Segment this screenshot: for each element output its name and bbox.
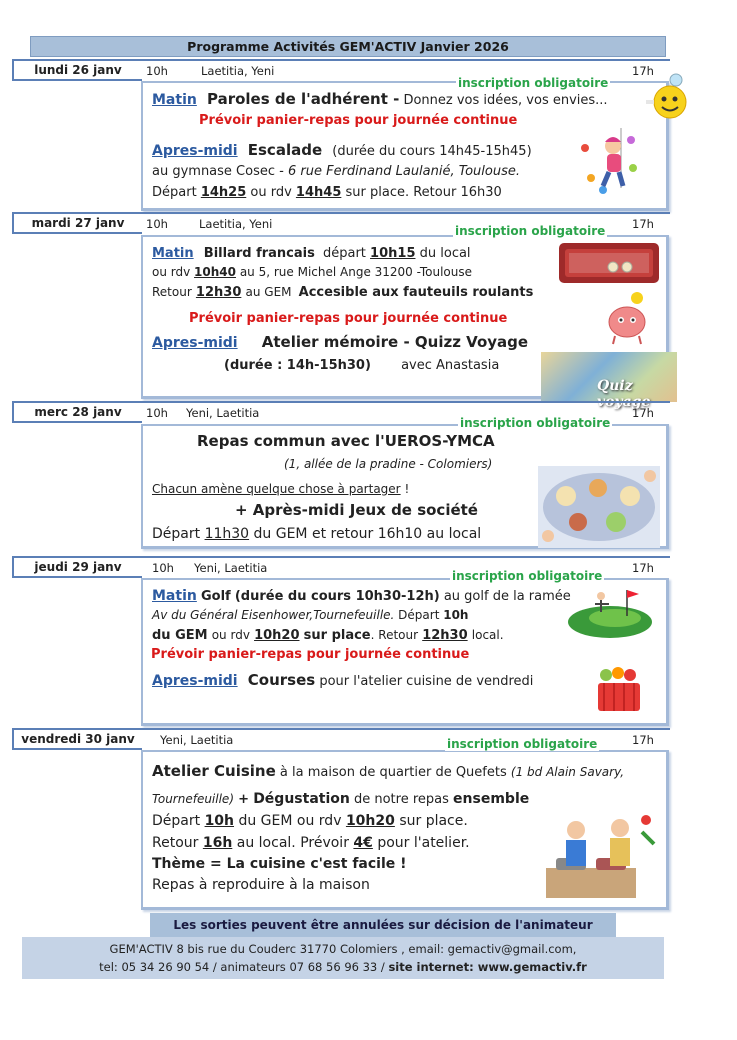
rdv-line: du GEM ou rdv 10h20 sur place. Retour 12h30 local. — [152, 628, 504, 643]
pm-line: Apres-midi Atelier mémoire - Quizz Voyage — [152, 333, 529, 351]
pm-line — [152, 142, 532, 160]
footer — [22, 937, 664, 979]
notice: Prévoir panier-repas pour journée continue — [151, 647, 470, 662]
billiard-icon — [555, 237, 663, 287]
activity-title: Escalade — [247, 141, 323, 159]
day-label: mardi 27 janv — [12, 212, 142, 234]
start-time: 10h — [146, 406, 168, 420]
end-time: 17h — [632, 733, 654, 747]
return-line: Retour 16h au local. Prévoir 4€ pour l'atelier. — [152, 835, 470, 851]
matin-line: Matin Billard francais départ 10h15 du local — [152, 246, 471, 261]
venue-line: au gymnase Cosec - 6 rue Ferdinand Laulanié, Toulouse. — [152, 164, 520, 179]
day-label: jeudi 29 janv — [12, 556, 142, 578]
divider — [12, 59, 670, 61]
quiz-voyage-image — [541, 352, 677, 410]
footer-address: GEM'ACTIV 8 bis rue du Couderc 31770 Colomiers , email: gemactiv@gmail.com, — [109, 942, 577, 956]
divider — [12, 556, 670, 558]
degustation-line: Tournefeuille) + Dégustation de notre repas ensemble — [152, 791, 530, 807]
page-title: Programme Activités GEM'ACTIV Janvier 2026 — [30, 36, 666, 57]
matin-line — [152, 91, 608, 109]
staff: Yeni, Laetitia — [160, 733, 234, 747]
address: (1, allée de la pradine - Colomiers) — [284, 457, 493, 471]
golf-icon — [565, 582, 655, 642]
departure-line: Départ 11h30 du GEM et retour 16h10 au local — [152, 526, 482, 542]
day-label: merc 28 janv — [12, 401, 142, 423]
duration: (durée du cours 14h45-15h45) — [332, 144, 532, 159]
matin-line: Matin Golf (durée du cours 10h30-12h) au golf de la ramée — [152, 588, 571, 604]
activity-title: Paroles de l'adhérent - — [206, 90, 400, 108]
brain-icon — [603, 290, 653, 346]
climbing-icon — [573, 128, 643, 206]
day-label: vendredi 30 janv — [12, 728, 142, 750]
website-link[interactable]: site internet: www.gemactiv.fr — [388, 960, 587, 974]
return-line: Retour 12h30 au GEM Accesible aux fauteuils roulants — [152, 285, 534, 300]
pm-line: Apres-midi Courses pour l'atelier cuisine de vendredi — [152, 671, 534, 689]
end-time: 17h — [632, 217, 654, 231]
inscription-badge: inscription obligatoire — [458, 76, 609, 90]
shared-meal-icon — [538, 466, 660, 548]
matin-label: Matin — [152, 92, 197, 108]
pm-label: Apres-midi — [152, 143, 238, 159]
divider — [12, 728, 670, 730]
theme: Thème = La cuisine c'est facile ! — [152, 856, 407, 872]
departure-line: Départ 10h du GEM ou rdv 10h20 sur place. — [152, 813, 468, 829]
divider — [12, 212, 670, 214]
staff: Yeni, Laetitia — [194, 561, 268, 575]
staff: Yeni, Laetitia — [186, 406, 260, 420]
duration-line: (durée : 14h-15h30) avec Anastasia — [224, 358, 500, 373]
start-time: 10h — [146, 217, 168, 231]
title-line: Atelier Cuisine à la maison de quartier de Quefets (1 bd Alain Savary, — [152, 762, 625, 780]
notice: Prévoir panier-repas pour journée continue — [189, 311, 508, 326]
inscription-badge: inscription obligatoire — [460, 416, 611, 430]
address-line: Av du Général Eisenhower,Tournefeuille. Départ 10h — [152, 608, 469, 622]
reproduce-note: Repas à reproduire à la maison — [152, 877, 370, 893]
inscription-badge: inscription obligatoire — [447, 737, 598, 751]
start-time: 10h — [146, 64, 168, 78]
inscription-badge: inscription obligatoire — [452, 569, 603, 583]
quiz-caption: Quiz voyage — [597, 378, 651, 410]
share-line: Chacun amène quelque chose à partager ! — [152, 482, 410, 496]
cancellation-warning: Les sorties peuvent être annulées sur décision de l'animateur — [150, 913, 616, 937]
divider — [12, 401, 670, 403]
lightbulb-smiley-icon — [640, 72, 692, 124]
end-time: 17h — [632, 561, 654, 575]
day-label: lundi 26 janv — [12, 59, 142, 81]
end-time: 17h — [632, 64, 654, 78]
time-line: Départ 14h25 ou rdv 14h45 sur place. Retour 16h30 — [152, 185, 502, 200]
headline: Repas commun avec l'UEROS-YMCA — [197, 432, 495, 450]
address-line: ou rdv 10h40 au 5, rue Michel Ange 31200 -Toulouse — [152, 265, 473, 279]
activity-text: Donnez vos idées, vos envies... — [403, 93, 608, 108]
start-time: 10h — [152, 561, 174, 575]
pm-title: + Après-midi Jeux de société — [235, 501, 478, 519]
grocery-basket-icon — [594, 665, 644, 715]
inscription-badge: inscription obligatoire — [455, 224, 606, 238]
cooking-icon — [536, 808, 664, 908]
end-time: 17h — [632, 406, 654, 420]
footer-contact: tel: 05 34 26 90 54 / animateurs 07 68 56 96 33 / site internet: www.gemactiv.fr — [99, 960, 587, 974]
staff: Laetitia, Yeni — [201, 64, 275, 78]
notice: Prévoir panier-repas pour journée continue — [199, 113, 518, 128]
staff: Laetitia, Yeni — [199, 217, 273, 231]
